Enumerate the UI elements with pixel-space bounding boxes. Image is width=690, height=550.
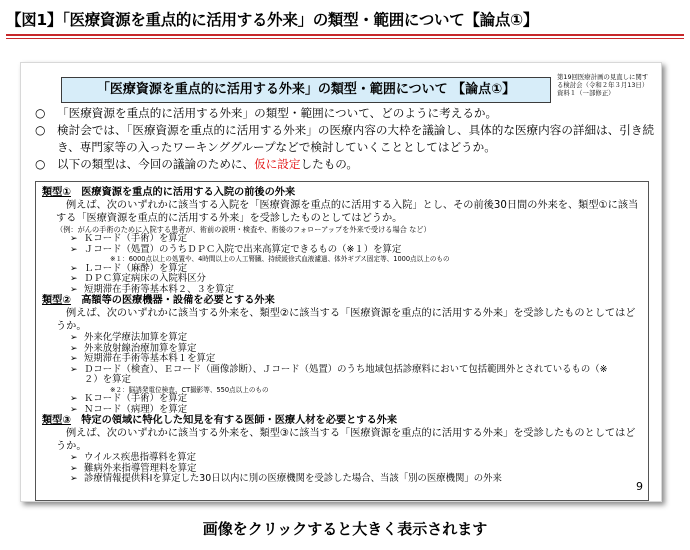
slide-image[interactable] <box>20 62 662 502</box>
checkmark-icon: ➢ <box>70 394 78 404</box>
criteria-text: Ｊコード（処置）のうちＤＰＣ入院で出来高算定できるもの（※１）を算定 <box>84 243 402 255</box>
criteria-text: 外来放射線治療加算を算定 <box>84 342 197 354</box>
checkmark-icon: ➢ <box>70 463 78 474</box>
checkmark-icon: ➢ <box>70 263 78 274</box>
category-section <box>42 414 642 485</box>
checkmark-icon: ➢ <box>70 453 78 463</box>
bullet-item <box>35 105 655 122</box>
criteria-text: Ｋコード（手術）を算定 <box>84 393 188 404</box>
checkmark-icon: ➢ <box>70 474 78 484</box>
slide-title: 「医療資源を重点的に活用する外来」の類型・範囲について 【論点①】 <box>61 77 551 103</box>
category-box <box>35 181 649 501</box>
checkmark-icon: ➢ <box>70 244 78 255</box>
checkmark-icon: ➢ <box>70 284 78 295</box>
checkmark-icon: ➢ <box>70 354 78 364</box>
category-heading: 特定の領域に特化した知見を有する医師・医療人材を必要とする外来 <box>71 415 398 426</box>
criteria-list <box>42 453 642 485</box>
bullet-item <box>35 122 655 156</box>
circle-bullet-icon: ○ <box>35 123 46 137</box>
page-number: 9 <box>636 480 643 493</box>
article-header <box>6 8 684 39</box>
checkmark-icon: ➢ <box>70 234 78 244</box>
criteria-text: Ｌコード（麻酔）を算定 <box>84 262 188 274</box>
criteria-text: 短期滞在手術等基本料２、３を算定 <box>84 283 235 295</box>
criteria-text: ２）を算定 <box>84 374 131 385</box>
criteria-text: ＤＰＣ算定病床の入院料区分 <box>84 273 206 284</box>
checkmark-icon: ➢ <box>70 404 78 415</box>
criteria-list <box>42 333 642 415</box>
criteria-text: 短期滞在手術等基本料１を算定 <box>84 353 216 364</box>
criteria-text: ※２：脳誘発電位検査、CT撮影等、550点以上のもの <box>110 385 269 394</box>
category-title <box>42 414 642 427</box>
highlight-text: 仮に設定 <box>254 157 301 171</box>
click-to-enlarge-caption[interactable]: 画像をクリックすると大きく表示されます <box>202 520 488 538</box>
criteria-item <box>70 474 642 485</box>
bullet-item <box>35 156 655 173</box>
category-description: 例えば、次のいずれかに該当する外来を、類型③に該当する「医療資源を重点的に活用する外来」を受診したものとしてはどうか。 <box>56 428 636 452</box>
bullet-text: 検討会では、「医療資源を重点的に活用する外来」の医療内容の大枠を議論し、具体的な医療内容の詳細は、引き続き、専門家等の入ったワーキンググループなどで検討していくこととしてはどうか。 <box>57 123 655 154</box>
header-rule-thin <box>6 38 684 39</box>
bullet-list <box>35 105 655 173</box>
document-reference-line: 資料１（一部修正） <box>557 89 615 97</box>
figure-title: 【図1】「医療資源を重点的に活用する外来」の類型・範囲について【論点①】 <box>6 11 539 29</box>
bullet-text: 以下の類型は、今回の議論のために、仮に設定したもの。 <box>57 157 359 171</box>
criteria-text: ※１：6000点以上の処置や、4時間以上の人工腎臓、持続緩徐式血液濾過、体外ギプス固定等、1000点以上のもの <box>110 255 450 263</box>
circle-bullet-icon: ○ <box>35 106 46 120</box>
document-reference-line: る検討会（令和２年３月13日） <box>557 81 649 89</box>
criteria-item <box>70 375 642 386</box>
criteria-item <box>70 365 642 376</box>
criteria-text: Ｋコード（手術）を算定 <box>84 233 188 244</box>
criteria-text: ウイルス疾患指導料を算定 <box>84 452 196 463</box>
category-title <box>42 294 642 307</box>
checkmark-icon: ➢ <box>70 274 78 284</box>
checkmark-icon: ➢ <box>70 333 78 343</box>
criteria-text: Ｄコード（検査）、Ｅコード（画像診断）、Ｊコード（処置）のうち地域包括診療料において包括範囲外とされているもの（※ <box>84 363 608 375</box>
criteria-text: 診療情報提供料Ⅰを算定した30日以内に別の医療機関を受診した場合、当該「別の医療機関」の外来 <box>84 473 502 484</box>
circle-bullet-icon: ○ <box>35 157 46 171</box>
category-note: （例：がんの手術のために入院する患者が、術前の説明・検査や、術後のフォローアップを外来で受ける場合 など） <box>56 225 431 234</box>
category-section <box>42 186 642 295</box>
document-reference-line: 第19回医療計画の見直しに関す <box>557 73 649 81</box>
criteria-text: 難病外来指導管理料を算定 <box>84 462 197 474</box>
header-rule <box>6 34 684 36</box>
checkmark-icon: ➢ <box>70 343 78 354</box>
bullet-text: 「医療資源を重点的に活用する外来」の類型・範囲について、どのように考えるか。 <box>57 106 498 120</box>
category-description: 例えば、次のいずれかに該当する外来を、類型②に該当する「医療資源を重点的に活用する外来」を受診したものとしてはどうか。 <box>56 308 636 332</box>
category-title <box>42 186 642 199</box>
criteria-item <box>70 245 642 256</box>
category-label: 類型① <box>42 187 72 198</box>
category-heading: 高額等の医療機器・設備を必要とする外来 <box>71 295 275 306</box>
criteria-text: 外来化学療法加算を算定 <box>84 332 188 343</box>
criteria-list <box>42 234 642 295</box>
category-heading: 医療資源を重点的に活用する入院の前後の外来 <box>71 187 296 198</box>
category-section <box>42 294 642 415</box>
checkmark-icon: ➢ <box>70 364 78 375</box>
category-description: 例えば、次のいずれかに該当する入院を「医療資源を重点的に活用する入院」とし、その前後30日間の外来を、類型①に該当する「医療資源を重点的に活用する外来」を受診したものとしてはどうか。 <box>56 200 639 224</box>
criteria-text: Ｎコード（病理）を算定 <box>84 403 188 415</box>
category-label: 類型② <box>42 295 72 306</box>
category-label: 類型③ <box>42 415 72 426</box>
document-reference <box>557 73 657 97</box>
